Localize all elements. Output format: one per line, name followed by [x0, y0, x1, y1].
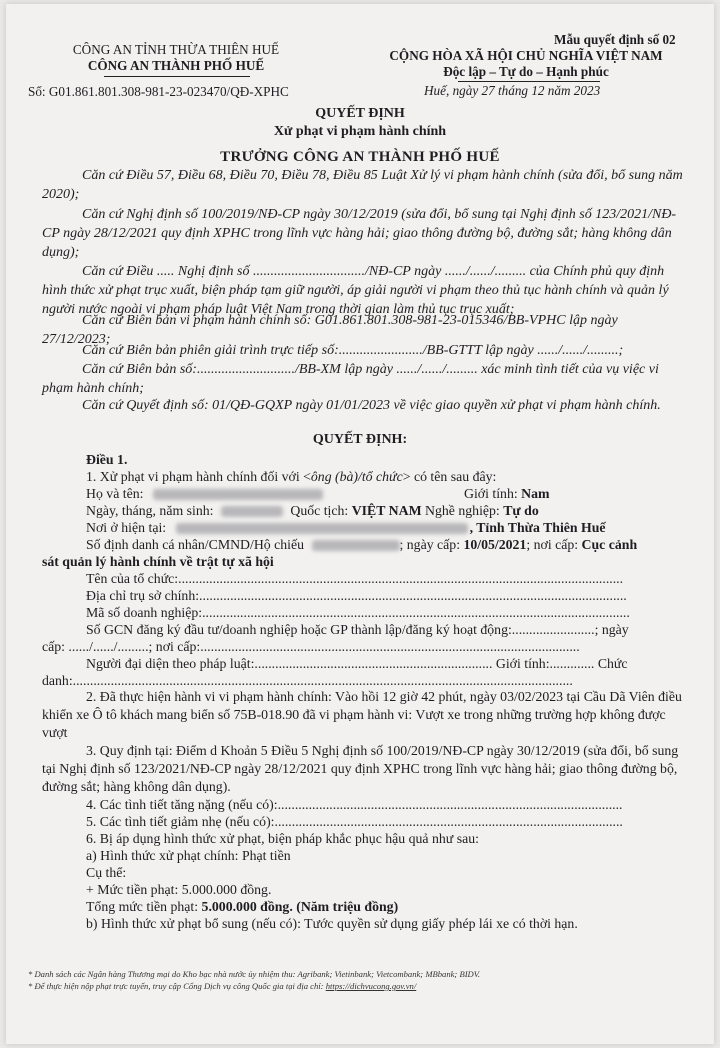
- birth-nationality-row: Ngày, tháng, năm sinh: Quốc tịch: VIỆT NAM Nghề nghiệp: Tự do: [86, 503, 539, 518]
- gcn-row-cont: cấp: ....../....../.........; nơi cấp:..............................................................................................................: [42, 639, 580, 654]
- agency-parent: CÔNG AN TỈNH THỪA THIÊN HUẾ: [72, 42, 280, 57]
- decision-document: [6, 4, 714, 1044]
- form-label: Mẫu quyết định số 02: [554, 32, 676, 47]
- agency-underline: [104, 76, 250, 77]
- gcn-row: Số GCN đăng ký đầu tư/doanh nghiệp hoặc GP thành lập/đăng ký hoạt động:........................; ngày: [86, 622, 629, 637]
- legal-basis-5: Căn cứ Biên bản phiên giải trình trực tiếp số:......................../BB-GTTT lập ngày ....../....../.........;: [82, 343, 624, 358]
- redacted-address: [176, 523, 468, 534]
- redacted-dob: [221, 506, 283, 517]
- legal-basis-4: Căn cứ Biên bản vi phạm hành chính số: G01.861.801.308-981-23-015346/BB-VPHC lập ngày 27/12/2023;: [42, 313, 618, 347]
- violation-description: 2. Đã thực hiện hành vi vi phạm hành chính: Vào hồi 12 giờ 42 phút, ngày 03/02/2023 tại Cầu Dã Viên điều khiển xe Ô tô khách mang biển số 75B-018.90 đã vi phạm hành vi: Vượt xe trong những trường hợp không được vượt: [42, 689, 682, 740]
- legal-basis-3: Căn cứ Điều ..... Nghị định số ................................/NĐ-CP ngày ....../....../......... của Chính phủ quy định hình thức xử phạt trục xuất, biện pháp tạm giữ người, áp giải người vi phạm theo thủ tục hành chính và quản lý người nước ngoài vi phạm pháp luật Việt Nam trong thời gian làm thủ tục trục xuất;: [42, 264, 669, 317]
- legal-rep-row: Người đại diện theo pháp luật:..................................................................... Giới tính:............. Chức: [86, 656, 628, 671]
- gender-value: Nam: [521, 486, 550, 501]
- legal-rep-row-cont: danh:.................................................................................................................................................: [42, 673, 573, 688]
- document-title: QUYẾT ĐỊNH: [315, 106, 405, 121]
- address-row: Nơi ở hiện tại: , Tỉnh Thừa Thiên Huế: [86, 520, 606, 535]
- org-name-row: Tên của tổ chức:.................................................................................................................................: [86, 571, 624, 586]
- footnote-online-payment: * Để thực hiện nộp phạt trực tuyến, truy cập Cổng Dịch vụ công Quốc gia tại địa chỉ: https://dichvucong.gov.vn/: [28, 981, 417, 991]
- fine-amount: + Mức tiền phạt: 5.000.000 đồng.: [86, 882, 272, 897]
- article-1-intro: 1. Xử phạt vi phạm hành chính đối với <ông (bà)/tổ chức> có tên sau đây:: [86, 469, 497, 484]
- total-fine-value: 5.000.000 đồng. (Năm triệu đồng): [201, 899, 399, 914]
- nationality-value: VIỆT NAM: [351, 503, 422, 518]
- motto-underline: [458, 81, 600, 82]
- org-address-row: Địa chỉ trụ sở chính:............................................................................................................................: [86, 588, 627, 603]
- footnote-banks: * Danh sách các Ngân hàng Thương mại do Kho bạc nhà nước ủy nhiệm thu: Agribank; Vietinbank; Vietcombank; MBbank; BIDV.: [28, 969, 481, 979]
- additional-penalty: b) Hình thức xử phạt bổ sung (nếu có): Tước quyền sử dụng giấy phép lái xe có thời hạn.: [86, 916, 578, 931]
- id-issuer-cont: sát quản lý hành chính về trật tự xã hội: [42, 554, 274, 569]
- redacted-name: [153, 489, 323, 500]
- org-code-row: Mã số doanh nghiệp:............................................................................................................................: [86, 605, 630, 620]
- legal-basis-7: Căn cứ Quyết định số: 01/QĐ-GQXP ngày 01/01/2023 về việc giao quyền xử phạt vi phạm hành chính.: [82, 398, 661, 413]
- issuer-title: TRƯỞNG CÔNG AN THÀNH PHỐ HUẾ: [220, 149, 500, 165]
- main-penalty: a) Hình thức xử phạt chính: Phạt tiền: [86, 848, 291, 863]
- penalty-measures: 6. Bị áp dụng hình thức xử phạt, biện pháp khắc phục hậu quả như sau:: [86, 831, 479, 846]
- online-payment-link[interactable]: https://dichvucong.gov.vn/: [325, 981, 417, 991]
- address-province: , Tỉnh Thừa Thiên Huế: [469, 520, 606, 535]
- gender-row: Giới tính: Nam: [464, 486, 550, 501]
- regulation-reference: 3. Quy định tại: Điểm d Khoản 5 Điều 5 Nghị định số 100/2019/NĐ-CP ngày 30/12/2019 (sửa đổi, bổ sung tại Nghị định số 123/2021/NĐ-CP ngày 28/12/2021 quy định XPHC trong lĩnh vực hàng hải; giao thông đường bộ, đường sắt; hàng không dân dụng).: [42, 743, 679, 794]
- mitigating-circumstances: 5. Các tình tiết giảm nhẹ (nếu có):.....................................................................................................: [86, 814, 623, 829]
- legal-basis-1: Căn cứ Điều 57, Điều 68, Điều 70, Điều 78, Điều 85 Luật Xử lý vi phạm hành chính (sửa đổi, bổ sung năm 2020);: [42, 168, 683, 202]
- agency-name: CÔNG AN THÀNH PHỐ HUẾ: [87, 58, 265, 73]
- redacted-id: [312, 540, 400, 551]
- id-row: Số định danh cá nhân/CMND/Hộ chiếu ; ngày cấp: 10/05/2021; nơi cấp: Cục cảnh: [86, 537, 638, 552]
- legal-basis-2: Căn cứ Nghị định số 100/2019/NĐ-CP ngày 30/12/2019 (sửa đổi, bổ sung tại Nghị định số 123/2021/NĐ-CP ngày 28/12/2021 quy định XPHC trong lĩnh vực hàng hải; giao thông đường bộ, đường sắt; hàng không dân dụng);: [42, 207, 677, 260]
- national-motto: Độc lập – Tự do – Hạnh phúc: [443, 64, 609, 79]
- job-value: Tự do: [503, 503, 539, 518]
- decision-heading: QUYẾT ĐỊNH:: [312, 432, 408, 447]
- name-label: Họ và tên:: [86, 486, 144, 501]
- nation-name: CỘNG HÒA XÃ HỘI CHỦ NGHĨA VIỆT NAM: [389, 48, 663, 63]
- violator-name-row: [86, 485, 323, 503]
- total-fine-row: Tổng mức tiền phạt: 5.000.000 đồng. (Năm triệu đồng): [86, 899, 399, 914]
- document-number: Số: G01.861.801.308-981-23-023470/QĐ-XPHC: [28, 84, 289, 99]
- aggravating-circumstances: 4. Các tình tiết tăng nặng (nếu có):....................................................................................................: [86, 797, 623, 812]
- article-1-heading: Điều 1.: [86, 452, 128, 467]
- legal-basis-6: Căn cứ Biên bản số:............................/BB-XM lập ngày ....../....../......... xác minh tình tiết của vụ việc vi phạm hành chính;: [42, 362, 659, 396]
- document-subject: Xử phạt vi phạm hành chính: [273, 124, 447, 139]
- penalty-detail-label: Cụ thể:: [86, 865, 127, 880]
- place-date: Huế, ngày 27 tháng 12 năm 2023: [424, 83, 601, 98]
